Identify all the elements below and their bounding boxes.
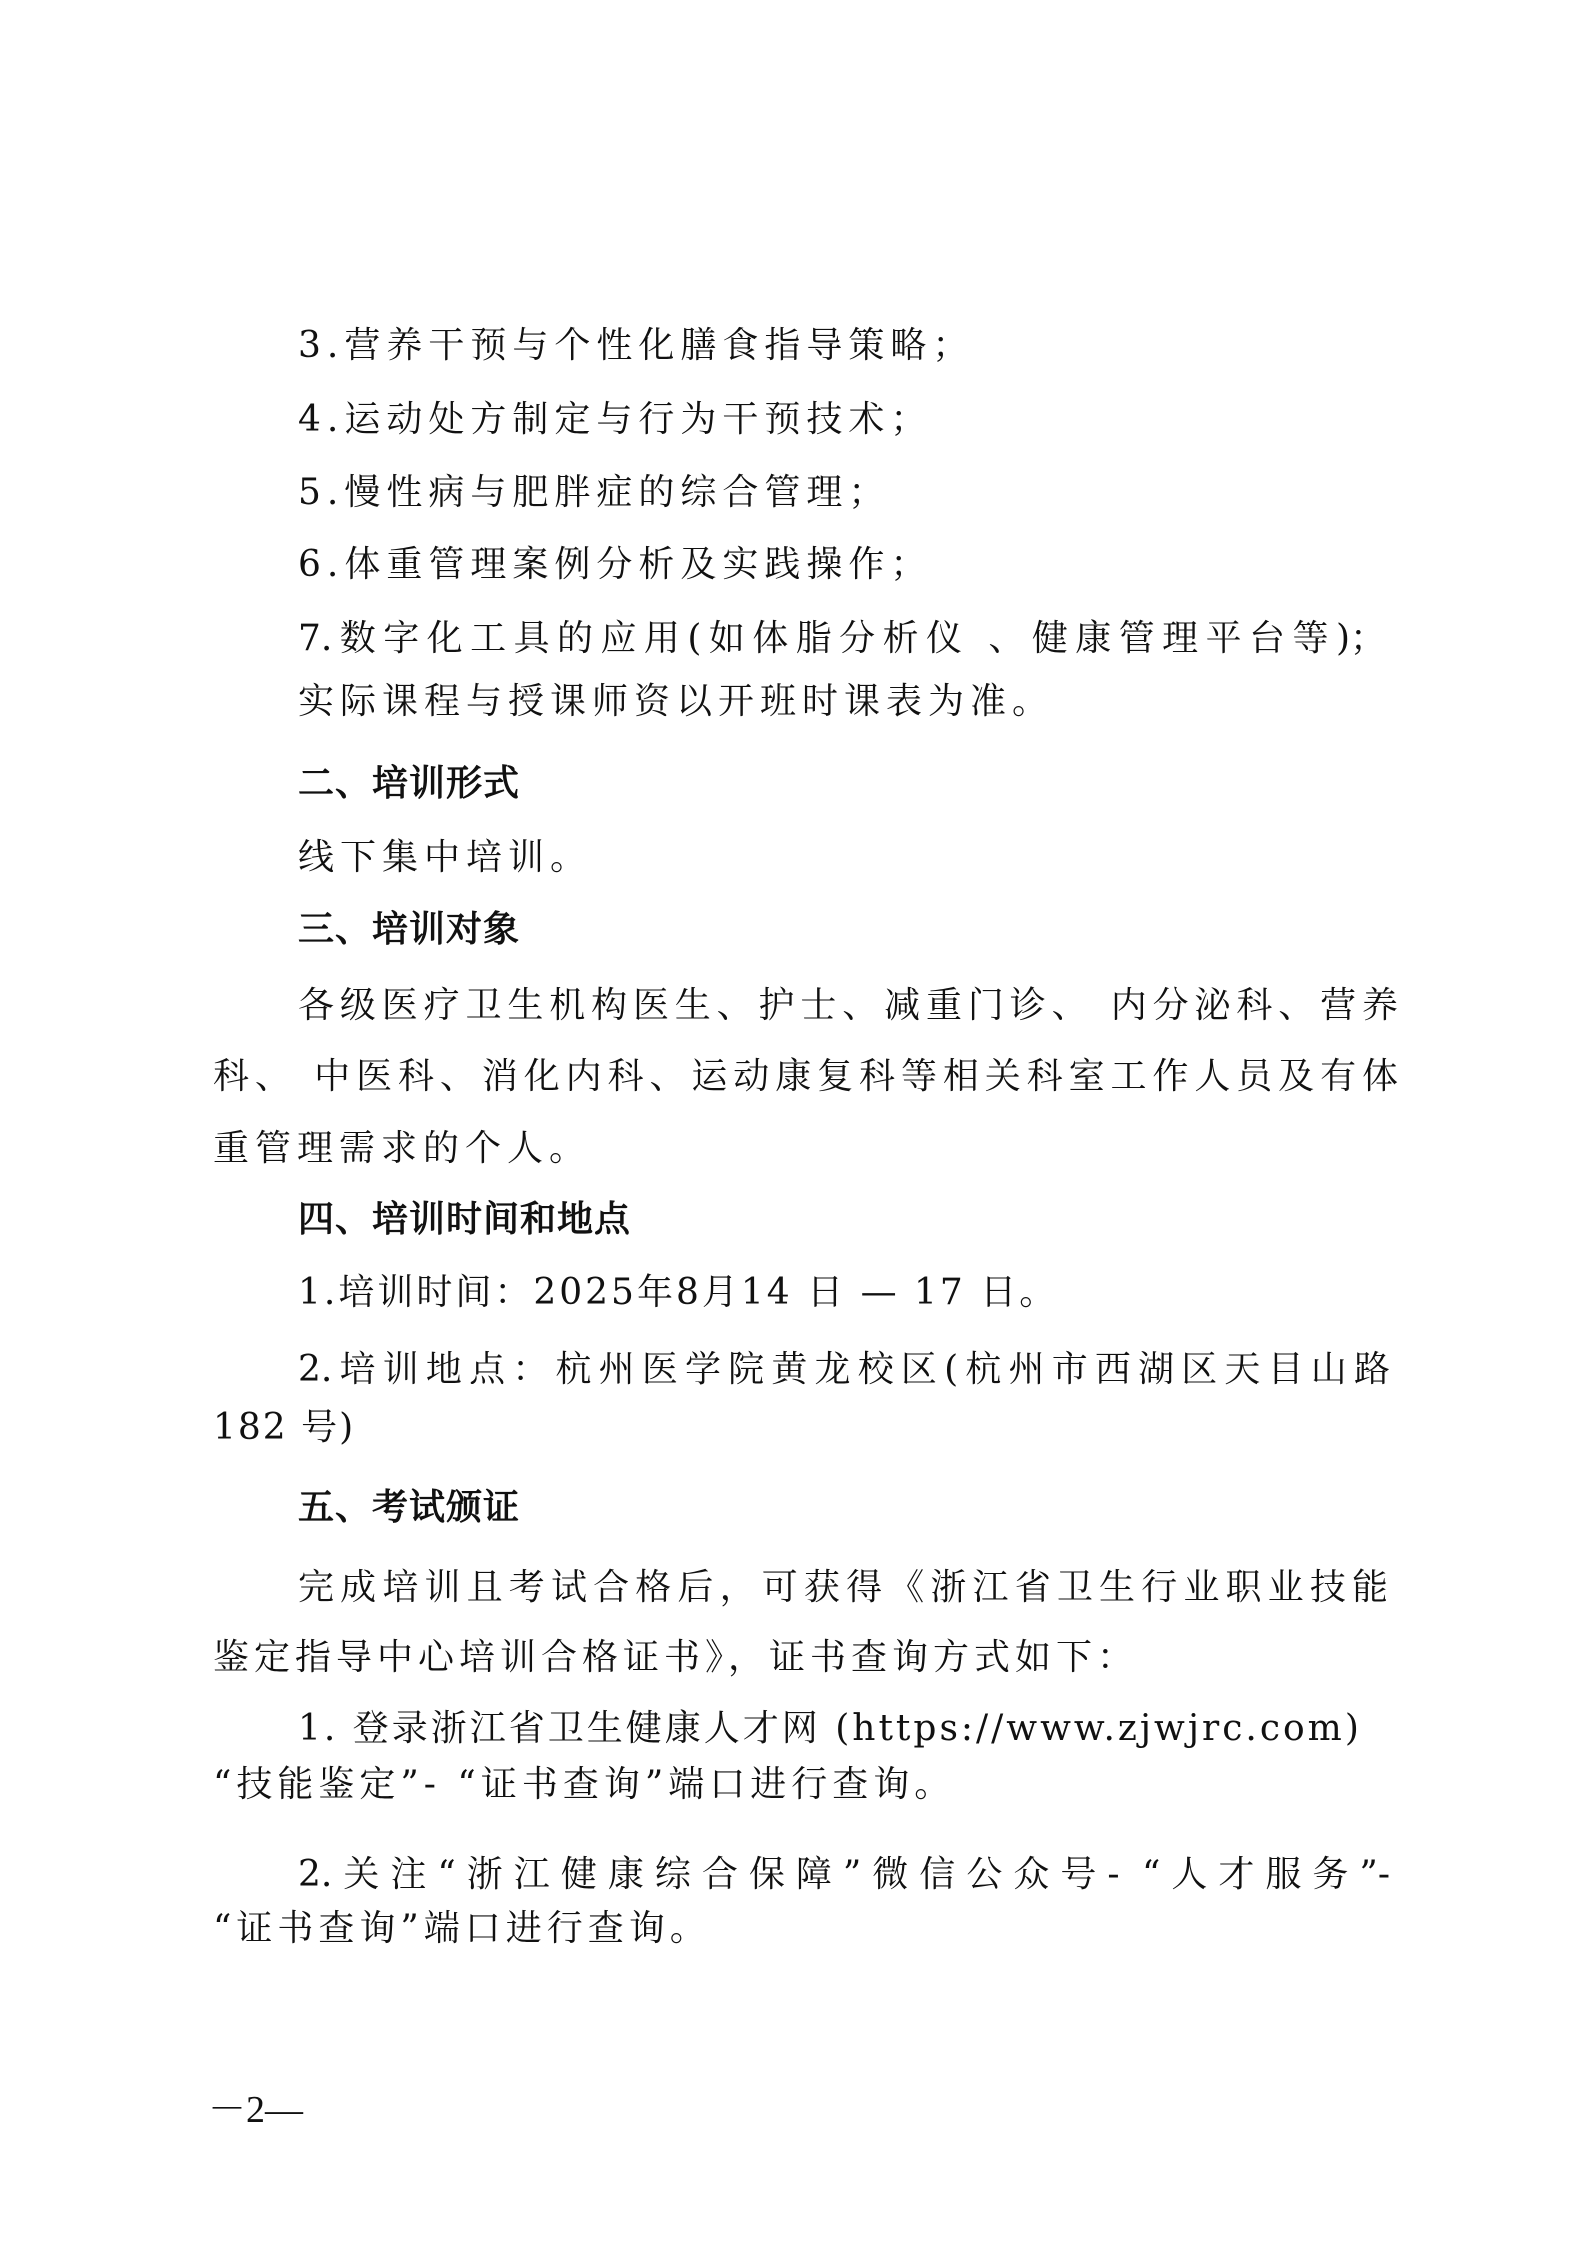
training-place: 2.培训地点：杭州医学院黄龙校区(杭州市西湖区天目山路 [298,1349,1390,1390]
list-item: 3.营养干预与个性化膳食指导策略； [298,325,975,366]
paragraph-line: 科、 中医科、消化内科、运动康复科等相关科室工作人员及有体 [213,1056,1398,1097]
query-method-1-cont: “技能鉴定”- “证书查询”端口进行查询。 [213,1764,956,1805]
query-method-2: 2.关注“浙江健康综合保障”微信公众号- “人才服务”- [298,1854,1390,1895]
course-note: 实际课程与授课师资以开班时课表为准。 [298,681,1055,722]
paragraph-line: 鉴定指导中心培训合格证书》，证书查询方式如下： [213,1637,1139,1678]
page-number: －2— [208,2089,304,2131]
training-place-cont: 182 号) [213,1407,356,1448]
list-item: 4.运动处方制定与行为干预技术； [298,399,933,440]
list-item: 6.体重管理案例分析及实践操作； [298,544,933,585]
section-heading: 五、考试颁证 [298,1487,521,1528]
paragraph-line: 各级医疗卫生机构医生、护士、减重门诊、 内分泌科、营养 [298,985,1398,1026]
paragraph-line: 完成培训且考试合格后，可获得《浙江省卫生行业职业技能 [298,1567,1388,1608]
list-item: 5.慢性病与肥胖症的综合管理； [298,472,891,513]
paragraph: 线下集中培训。 [298,837,593,878]
paragraph-line: 重管理需求的个人。 [213,1128,592,1169]
query-method-2-cont: “证书查询”端口进行查询。 [213,1908,711,1949]
training-time: 1.培训时间：2025年8月14 日 — 17 日。 [298,1272,1059,1313]
section-heading: 三、培训对象 [298,909,521,950]
query-method-1: 1. 登录浙江省卫生健康人才网 (https://www.zjwjrc.com) [298,1708,1362,1749]
list-item: 7.数字化工具的应用(如体脂分析仪 、健康管理平台等)； [298,618,1386,659]
section-heading: 四、培训时间和地点 [298,1199,632,1240]
section-heading: 二、培训形式 [298,763,521,804]
